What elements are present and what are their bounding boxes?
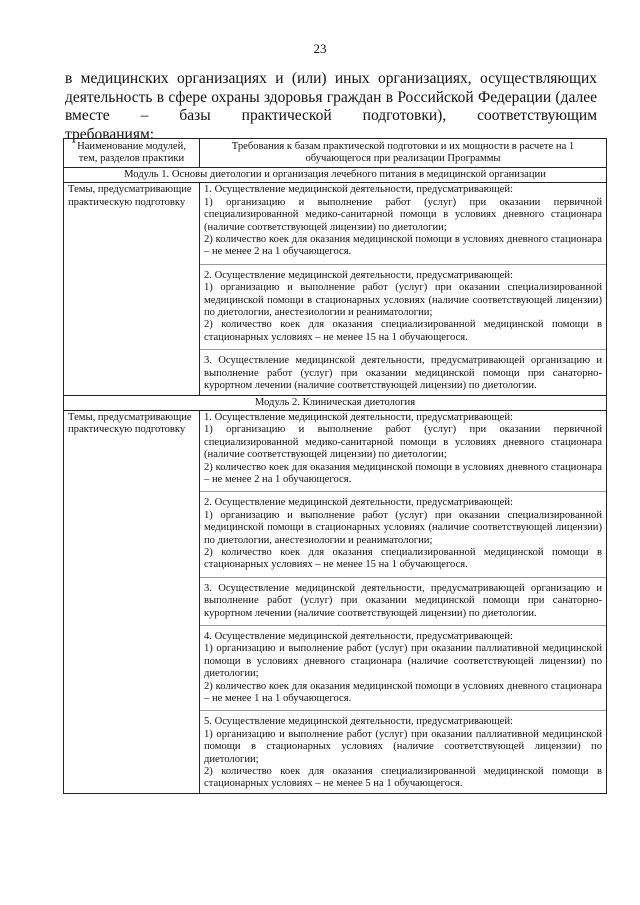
table-body (64, 168, 607, 794)
requirements-table (63, 138, 607, 794)
requirement-item (204, 412, 602, 486)
requirements-cell (200, 410, 607, 793)
requirement-item (204, 355, 602, 392)
requirement-line: 1) организацию и выполнение работ (услуг) при оказании паллиативной медицинской помощи в условиях дневного стационара (наличие соответствующей лицензии) по диетологии; (204, 643, 602, 680)
intro-last-line: требованиям: (65, 125, 155, 143)
requirement-line: 2. Осуществление медицинской деятельности, предусматривающей: (204, 269, 513, 281)
requirement-line: 1. Осуществление медицинской деятельности, предусматривающей: (204, 184, 513, 196)
header-requirements: Требования к базам практической подготовки и их мощности в расчете на 1 обучающегося при реализации Программы (200, 139, 607, 168)
requirement-item (204, 583, 602, 620)
requirement-line: 2) количество коек для оказания специализированной медицинской помощи в стационарных условиях – не менее 5 на 1 обучающегося. (204, 766, 602, 790)
module-content-row (64, 183, 607, 395)
module-title-row (64, 395, 607, 410)
requirement-line: 1) организацию и выполнение работ (услуг) при оказании специализированной медицинской помощи в стационарных условиях (наличие соответствующей лицензии) по диетологии, анестезиологии и реаниматологии; (204, 282, 602, 319)
topic-cell: Темы, предусматривающие практическую подготовку (64, 410, 200, 793)
item-divider (200, 349, 606, 350)
item-divider (200, 264, 606, 265)
requirement-item (204, 497, 602, 571)
requirement-line: 4. Осуществление медицинской деятельности, предусматривающей: (204, 631, 513, 642)
page-number: 23 (313, 41, 327, 56)
requirement-line: 1) организацию и выполнение работ (услуг) при оказании первичной специализированной медико-санитарной помощи в условиях дневного стационара (наличие соответствующей лицензии) по диетологии; (204, 424, 602, 461)
requirement-line: 2) количество коек для оказания медицинской помощи в условиях дневного стационара – не менее 2 на 1 обучающегося. (204, 234, 602, 258)
item-divider (200, 625, 606, 626)
requirement-item (204, 716, 602, 790)
requirement-line: 2) количество коек для оказания медицинской помощи в условиях дневного стационара – не менее 2 на 1 обучающегося. (204, 461, 602, 485)
requirements-cell (200, 183, 607, 395)
requirement-item (204, 631, 602, 705)
requirement-line: 3. Осуществление медицинской деятельности, предусматривающей организацию и выполнение работ (услуг) при оказании медицинской помощи при санаторно-курортном лечении (наличие соответствующей лицензии) по диетологии. (204, 355, 602, 392)
requirement-line: 2) количество коек для оказания специализированной медицинской помощи в стационарных условиях – не менее 15 на 1 обучающегося. (204, 546, 602, 571)
requirement-line: 2) количество коек для оказания медицинской помощи в условиях дневного стационара – не менее 1 на 1 обучающегося. (204, 680, 602, 705)
requirement-line: 1) организацию и выполнение работ (услуг) при оказании первичной специализированной медико-санитарной помощи в условиях дневного стационара (наличие соответствующей лицензии) по диетологии; (204, 196, 602, 233)
item-divider (200, 710, 606, 711)
module-title: Модуль 2. Клиническая диетология (64, 395, 607, 410)
table-header-row (64, 139, 607, 168)
requirement-line: 1. Осуществление медицинской деятельности, предусматривающей: (204, 411, 513, 423)
module-title: Модуль 1. Основы диетологии и организация лечебного питания в медицинской организации (64, 168, 607, 183)
topic-cell: Темы, предусматривающие практическую подготовку (64, 183, 200, 395)
intro-paragraph (65, 70, 597, 144)
item-divider (200, 577, 606, 578)
requirement-line: 1) организацию и выполнение работ (услуг) при оказании специализированной медицинской помощи в стационарных условиях (наличие соответствующей лицензии) по диетологии, анестезиологии и реаниматологии; (204, 509, 602, 546)
intro-text: в медицинских организациях и (или) иных организациях, осуществляющих деятельность в сфере охраны здоровья граждан в Российской Федерации (далее вместе – базы практической подготовки), соответствующим (65, 70, 597, 124)
module-title-row (64, 168, 607, 183)
requirement-line: 2) количество коек для оказания специализированной медицинской помощи в стационарных условиях – не менее 15 на 1 обучающегося. (204, 319, 602, 343)
requirement-line: 3. Осуществление медицинской деятельности, предусматривающей организацию и выполнение работ (услуг) при оказании медицинской помощи при санаторно-курортном лечении (наличие соответствующей лицензии) по диетологии. (204, 582, 602, 619)
requirement-item (204, 184, 602, 258)
header-modules: Наименование модулей, тем, разделов практики (64, 139, 200, 168)
requirement-line: 2. Осуществление медицинской деятельности, предусматривающей: (204, 497, 513, 509)
item-divider (200, 491, 606, 492)
requirement-line: 1) организацию и выполнение работ (услуг) при оказании паллиативной медицинской помощи в стационарных условиях (наличие соответствующей лицензии) по диетологии; (204, 728, 602, 765)
module-content-row (64, 410, 607, 793)
requirement-item (204, 270, 602, 344)
requirement-line: 5. Осуществление медицинской деятельности, предусматривающей: (204, 716, 513, 728)
